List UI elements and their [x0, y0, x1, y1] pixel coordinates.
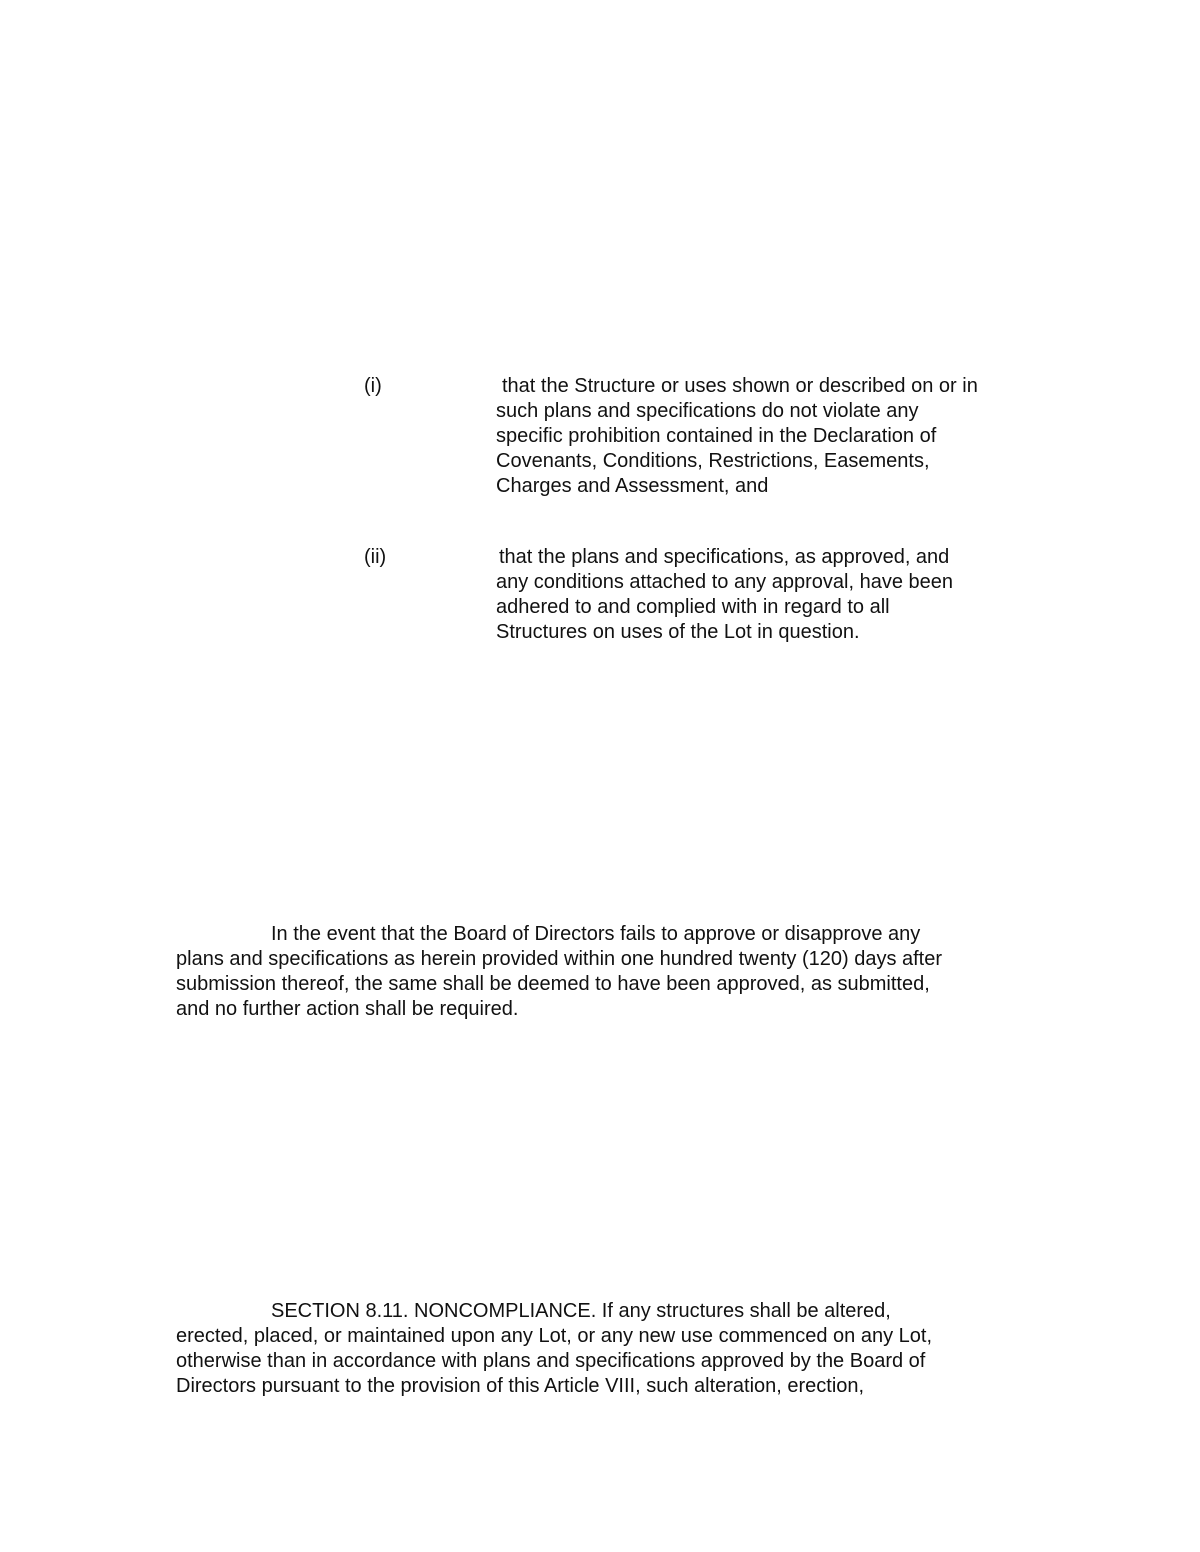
- list-marker: (i): [364, 375, 382, 397]
- text-line: erected, placed, or maintained upon any Lot, or any new use commenced on any Lot,: [176, 1325, 933, 1347]
- noncompliance-paragraph: [176, 1299, 1056, 1399]
- text-line: otherwise than in accordance with plans and specifications approved by the Board of: [176, 1350, 926, 1372]
- text-line: and no further action shall be required.: [176, 998, 519, 1020]
- text-line: that the Structure or uses shown or described on or in: [502, 375, 978, 397]
- text-line: Structures on uses of the Lot in question.: [496, 621, 860, 643]
- text-line: specific prohibition contained in the Declaration of: [496, 425, 937, 447]
- text-line: Covenants, Conditions, Restrictions, Easements,: [496, 450, 930, 472]
- text-line: In the event that the Board of Directors fails to approve or disapprove any: [271, 923, 921, 945]
- approval-paragraph: [176, 922, 1056, 1022]
- list-item-text: [496, 545, 1056, 645]
- text-line: Charges and Assessment, and: [496, 475, 769, 497]
- list-item-text: [496, 374, 1056, 499]
- text-line: submission thereof, the same shall be deemed to have been approved, as submitted,: [176, 973, 930, 995]
- text-line: any conditions attached to any approval, have been: [496, 571, 953, 593]
- text-line: adhered to and complied with in regard to all: [496, 596, 890, 618]
- text-line: such plans and specifications do not violate any: [496, 400, 919, 422]
- text-line: Directors pursuant to the provision of this Article VIII, such alteration, erection,: [176, 1375, 865, 1397]
- text-line: SECTION 8.11. NONCOMPLIANCE. If any structures shall be altered,: [271, 1300, 891, 1322]
- text-line: plans and specifications as herein provided within one hundred twenty (120) days after: [176, 948, 943, 970]
- text-line: that the plans and specifications, as approved, and: [499, 546, 950, 568]
- list-marker: (ii): [364, 546, 387, 568]
